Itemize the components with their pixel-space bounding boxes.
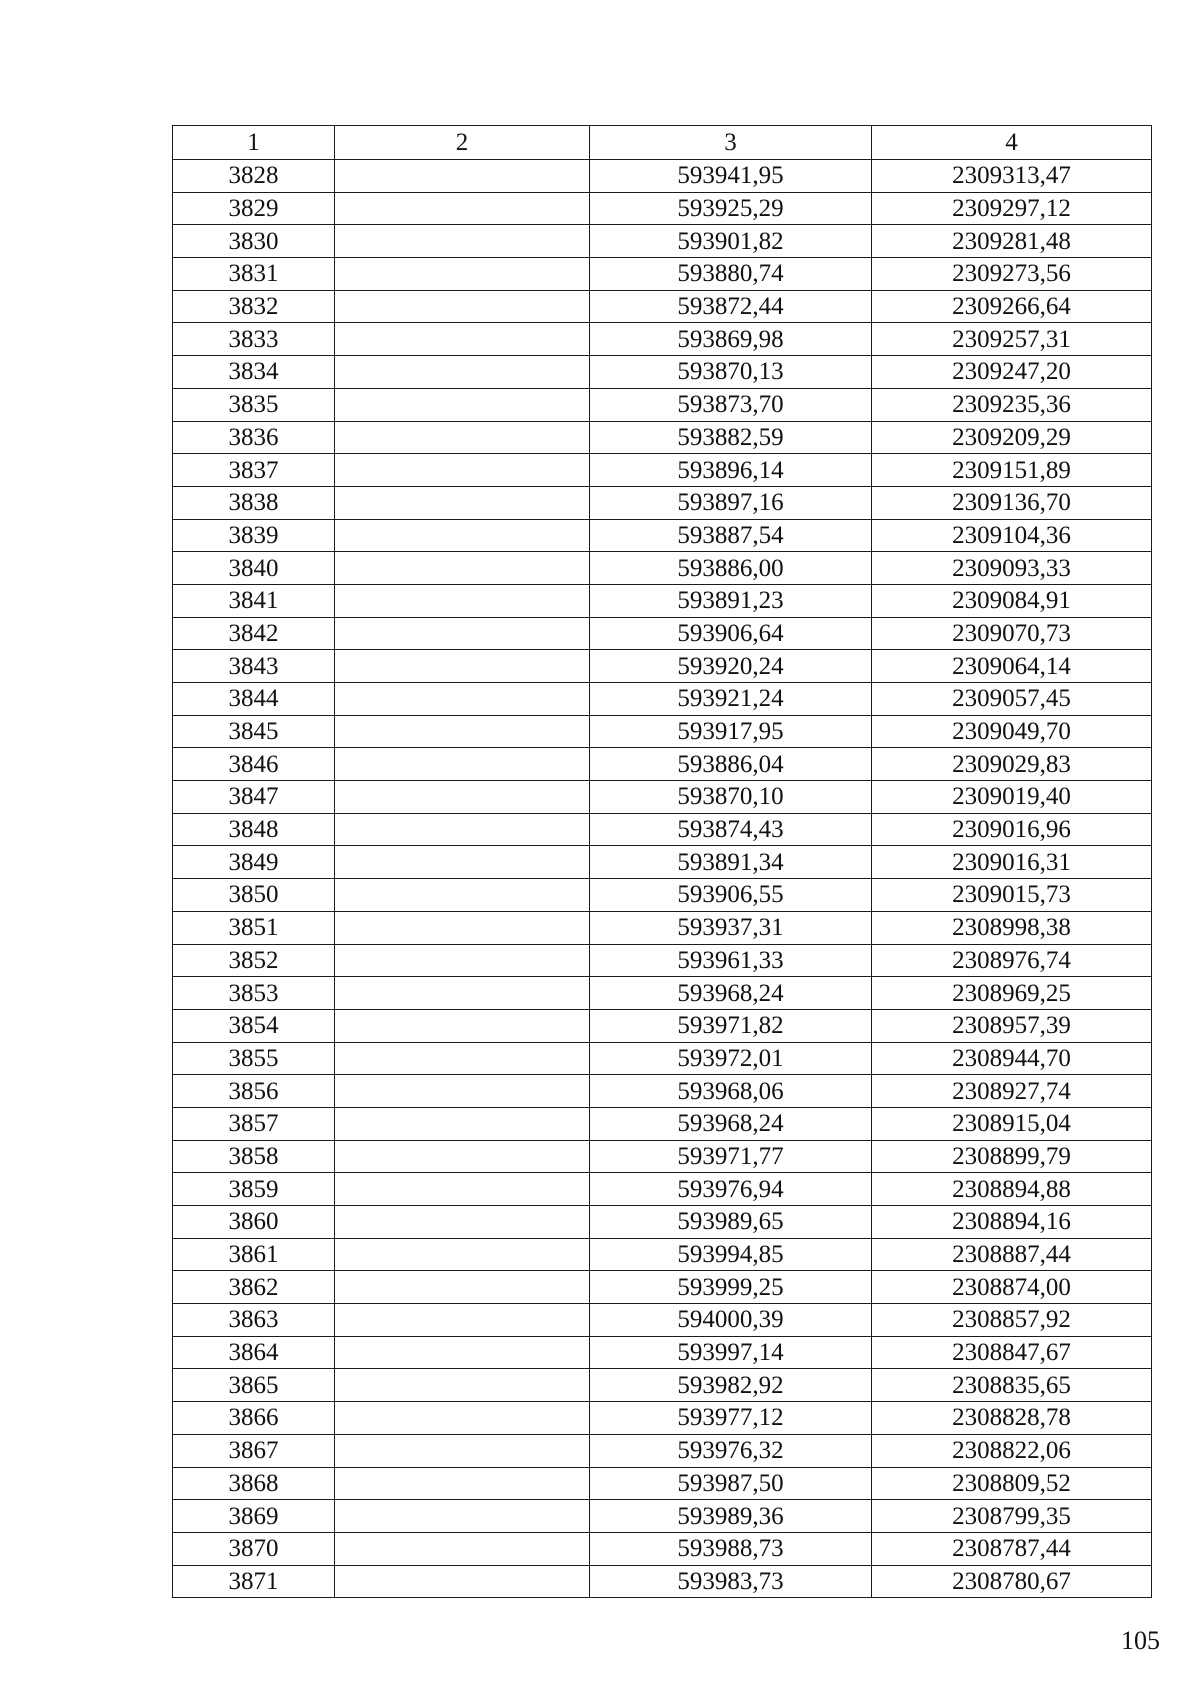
table-row [173, 1173, 1152, 1206]
table-row [173, 290, 1152, 323]
x-coordinate-cell: 593886,00 [590, 552, 872, 585]
table-row [173, 879, 1152, 912]
empty-cell [335, 160, 590, 193]
point-number-cell: 3848 [173, 813, 335, 846]
empty-cell [335, 519, 590, 552]
table-row [173, 1075, 1152, 1108]
point-number-cell: 3850 [173, 879, 335, 912]
empty-cell [335, 192, 590, 225]
empty-cell [335, 1336, 590, 1369]
empty-cell [335, 388, 590, 421]
empty-cell [335, 1107, 590, 1140]
x-coordinate-cell: 593891,23 [590, 584, 872, 617]
y-coordinate-cell: 2309093,33 [872, 552, 1152, 585]
x-coordinate-cell: 593989,65 [590, 1206, 872, 1239]
y-coordinate-cell: 2308847,67 [872, 1336, 1152, 1369]
table-row [173, 1369, 1152, 1402]
y-coordinate-cell: 2309049,70 [872, 715, 1152, 748]
empty-cell [335, 1532, 590, 1565]
empty-cell [335, 1009, 590, 1042]
empty-cell [335, 1565, 590, 1598]
table-row [173, 781, 1152, 814]
y-coordinate-cell: 2309235,36 [872, 388, 1152, 421]
table-row [173, 1565, 1152, 1598]
x-coordinate-cell: 593994,85 [590, 1238, 872, 1271]
x-coordinate-cell: 593920,24 [590, 650, 872, 683]
header-col-2: 2 [335, 126, 590, 160]
point-number-cell: 3837 [173, 454, 335, 487]
x-coordinate-cell: 593921,24 [590, 683, 872, 716]
y-coordinate-cell: 2308809,52 [872, 1467, 1152, 1500]
empty-cell [335, 1042, 590, 1075]
point-number-cell: 3835 [173, 388, 335, 421]
y-coordinate-cell: 2308957,39 [872, 1009, 1152, 1042]
y-coordinate-cell: 2308899,79 [872, 1140, 1152, 1173]
table-row [173, 1304, 1152, 1337]
x-coordinate-cell: 593968,06 [590, 1075, 872, 1108]
y-coordinate-cell: 2308894,16 [872, 1206, 1152, 1239]
x-coordinate-cell: 593891,34 [590, 846, 872, 879]
point-number-cell: 3852 [173, 944, 335, 977]
x-coordinate-cell: 593977,12 [590, 1402, 872, 1435]
x-coordinate-cell: 593941,95 [590, 160, 872, 193]
point-number-cell: 3844 [173, 683, 335, 716]
y-coordinate-cell: 2308998,38 [872, 911, 1152, 944]
y-coordinate-cell: 2309084,91 [872, 584, 1152, 617]
empty-cell [335, 944, 590, 977]
table-row [173, 421, 1152, 454]
table-row [173, 617, 1152, 650]
point-number-cell: 3839 [173, 519, 335, 552]
empty-cell [335, 323, 590, 356]
x-coordinate-cell: 593880,74 [590, 258, 872, 291]
table-row [173, 192, 1152, 225]
table-row [173, 1009, 1152, 1042]
point-number-cell: 3849 [173, 846, 335, 879]
x-coordinate-cell: 593971,77 [590, 1140, 872, 1173]
table-row [173, 454, 1152, 487]
point-number-cell: 3868 [173, 1467, 335, 1500]
y-coordinate-cell: 2308944,70 [872, 1042, 1152, 1075]
y-coordinate-cell: 2309257,31 [872, 323, 1152, 356]
x-coordinate-cell: 593870,10 [590, 781, 872, 814]
x-coordinate-cell: 593917,95 [590, 715, 872, 748]
x-coordinate-cell: 593976,94 [590, 1173, 872, 1206]
table-row [173, 1467, 1152, 1500]
x-coordinate-cell: 593961,33 [590, 944, 872, 977]
empty-cell [335, 813, 590, 846]
y-coordinate-cell: 2308927,74 [872, 1075, 1152, 1108]
empty-cell [335, 879, 590, 912]
table-row [173, 356, 1152, 389]
x-coordinate-cell: 593971,82 [590, 1009, 872, 1042]
table-row [173, 944, 1152, 977]
point-number-cell: 3836 [173, 421, 335, 454]
empty-cell [335, 977, 590, 1010]
table-row [173, 1140, 1152, 1173]
point-number-cell: 3829 [173, 192, 335, 225]
y-coordinate-cell: 2308915,04 [872, 1107, 1152, 1140]
table-row [173, 1271, 1152, 1304]
x-coordinate-cell: 593906,55 [590, 879, 872, 912]
y-coordinate-cell: 2308887,44 [872, 1238, 1152, 1271]
x-coordinate-cell: 593968,24 [590, 1107, 872, 1140]
y-coordinate-cell: 2309273,56 [872, 258, 1152, 291]
x-coordinate-cell: 593869,98 [590, 323, 872, 356]
empty-cell [335, 911, 590, 944]
table-row [173, 323, 1152, 356]
y-coordinate-cell: 2308874,00 [872, 1271, 1152, 1304]
empty-cell [335, 552, 590, 585]
empty-cell [335, 454, 590, 487]
point-number-cell: 3838 [173, 486, 335, 519]
empty-cell [335, 650, 590, 683]
point-number-cell: 3866 [173, 1402, 335, 1435]
x-coordinate-cell: 593999,25 [590, 1271, 872, 1304]
table-row [173, 1532, 1152, 1565]
point-number-cell: 3832 [173, 290, 335, 323]
y-coordinate-cell: 2308828,78 [872, 1402, 1152, 1435]
table-row [173, 1042, 1152, 1075]
empty-cell [335, 584, 590, 617]
y-coordinate-cell: 2308969,25 [872, 977, 1152, 1010]
table-row [173, 486, 1152, 519]
table-row [173, 977, 1152, 1010]
table-row [173, 1434, 1152, 1467]
empty-cell [335, 1304, 590, 1337]
point-number-cell: 3870 [173, 1532, 335, 1565]
y-coordinate-cell: 2309057,45 [872, 683, 1152, 716]
y-coordinate-cell: 2309019,40 [872, 781, 1152, 814]
point-number-cell: 3847 [173, 781, 335, 814]
point-number-cell: 3859 [173, 1173, 335, 1206]
empty-cell [335, 1173, 590, 1206]
empty-cell [335, 225, 590, 258]
table-header [173, 126, 1152, 160]
empty-cell [335, 715, 590, 748]
y-coordinate-cell: 2309016,31 [872, 846, 1152, 879]
x-coordinate-cell: 593901,82 [590, 225, 872, 258]
x-coordinate-cell: 593988,73 [590, 1532, 872, 1565]
x-coordinate-cell: 593982,92 [590, 1369, 872, 1402]
x-coordinate-cell: 593906,64 [590, 617, 872, 650]
y-coordinate-cell: 2308857,92 [872, 1304, 1152, 1337]
point-number-cell: 3856 [173, 1075, 335, 1108]
table-row [173, 258, 1152, 291]
x-coordinate-cell: 593872,44 [590, 290, 872, 323]
point-number-cell: 3843 [173, 650, 335, 683]
x-coordinate-cell: 593989,36 [590, 1500, 872, 1533]
coordinates-table [172, 125, 1152, 1598]
table-row [173, 911, 1152, 944]
point-number-cell: 3855 [173, 1042, 335, 1075]
point-number-cell: 3857 [173, 1107, 335, 1140]
y-coordinate-cell: 2309015,73 [872, 879, 1152, 912]
x-coordinate-cell: 593882,59 [590, 421, 872, 454]
y-coordinate-cell: 2309070,73 [872, 617, 1152, 650]
y-coordinate-cell: 2309247,20 [872, 356, 1152, 389]
table-row [173, 388, 1152, 421]
y-coordinate-cell: 2309136,70 [872, 486, 1152, 519]
empty-cell [335, 1500, 590, 1533]
point-number-cell: 3862 [173, 1271, 335, 1304]
y-coordinate-cell: 2308835,65 [872, 1369, 1152, 1402]
y-coordinate-cell: 2308976,74 [872, 944, 1152, 977]
y-coordinate-cell: 2308780,67 [872, 1565, 1152, 1598]
empty-cell [335, 683, 590, 716]
y-coordinate-cell: 2308894,88 [872, 1173, 1152, 1206]
empty-cell [335, 1434, 590, 1467]
y-coordinate-cell: 2309064,14 [872, 650, 1152, 683]
point-number-cell: 3860 [173, 1206, 335, 1239]
empty-cell [335, 1075, 590, 1108]
empty-cell [335, 846, 590, 879]
empty-cell [335, 1206, 590, 1239]
point-number-cell: 3831 [173, 258, 335, 291]
point-number-cell: 3846 [173, 748, 335, 781]
x-coordinate-cell: 594000,39 [590, 1304, 872, 1337]
table-row [173, 519, 1152, 552]
y-coordinate-cell: 2309104,36 [872, 519, 1152, 552]
point-number-cell: 3834 [173, 356, 335, 389]
point-number-cell: 3845 [173, 715, 335, 748]
point-number-cell: 3854 [173, 1009, 335, 1042]
table-row [173, 584, 1152, 617]
table-row [173, 650, 1152, 683]
empty-cell [335, 748, 590, 781]
y-coordinate-cell: 2308822,06 [872, 1434, 1152, 1467]
point-number-cell: 3842 [173, 617, 335, 650]
empty-cell [335, 486, 590, 519]
table-row [173, 1500, 1152, 1533]
x-coordinate-cell: 593874,43 [590, 813, 872, 846]
empty-cell [335, 1467, 590, 1500]
table-row [173, 715, 1152, 748]
table-body [173, 160, 1152, 1598]
point-number-cell: 3851 [173, 911, 335, 944]
y-coordinate-cell: 2309016,96 [872, 813, 1152, 846]
empty-cell [335, 290, 590, 323]
table-row [173, 748, 1152, 781]
x-coordinate-cell: 593870,13 [590, 356, 872, 389]
header-col-1: 1 [173, 126, 335, 160]
empty-cell [335, 421, 590, 454]
table-row [173, 1107, 1152, 1140]
page-number: 105 [1121, 1626, 1160, 1655]
y-coordinate-cell: 2309313,47 [872, 160, 1152, 193]
empty-cell [335, 617, 590, 650]
y-coordinate-cell: 2309029,83 [872, 748, 1152, 781]
empty-cell [335, 781, 590, 814]
y-coordinate-cell: 2308787,44 [872, 1532, 1152, 1565]
point-number-cell: 3871 [173, 1565, 335, 1598]
table-row [173, 1206, 1152, 1239]
empty-cell [335, 1238, 590, 1271]
point-number-cell: 3861 [173, 1238, 335, 1271]
table-row [173, 1238, 1152, 1271]
x-coordinate-cell: 593887,54 [590, 519, 872, 552]
empty-cell [335, 258, 590, 291]
table-row [173, 1336, 1152, 1369]
point-number-cell: 3863 [173, 1304, 335, 1337]
empty-cell [335, 1369, 590, 1402]
y-coordinate-cell: 2309209,29 [872, 421, 1152, 454]
x-coordinate-cell: 593873,70 [590, 388, 872, 421]
empty-cell [335, 356, 590, 389]
table-row [173, 225, 1152, 258]
table-row [173, 552, 1152, 585]
x-coordinate-cell: 593972,01 [590, 1042, 872, 1075]
point-number-cell: 3841 [173, 584, 335, 617]
x-coordinate-cell: 593997,14 [590, 1336, 872, 1369]
point-number-cell: 3869 [173, 1500, 335, 1533]
point-number-cell: 3867 [173, 1434, 335, 1467]
point-number-cell: 3853 [173, 977, 335, 1010]
table-row [173, 846, 1152, 879]
header-col-4: 4 [872, 126, 1152, 160]
header-col-3: 3 [590, 126, 872, 160]
x-coordinate-cell: 593925,29 [590, 192, 872, 225]
x-coordinate-cell: 593886,04 [590, 748, 872, 781]
point-number-cell: 3828 [173, 160, 335, 193]
point-number-cell: 3865 [173, 1369, 335, 1402]
header-row [173, 126, 1152, 160]
x-coordinate-cell: 593897,16 [590, 486, 872, 519]
point-number-cell: 3830 [173, 225, 335, 258]
x-coordinate-cell: 593976,32 [590, 1434, 872, 1467]
table-row [173, 813, 1152, 846]
y-coordinate-cell: 2309281,48 [872, 225, 1152, 258]
point-number-cell: 3833 [173, 323, 335, 356]
table-row [173, 160, 1152, 193]
point-number-cell: 3840 [173, 552, 335, 585]
table-row [173, 683, 1152, 716]
x-coordinate-cell: 593896,14 [590, 454, 872, 487]
x-coordinate-cell: 593987,50 [590, 1467, 872, 1500]
empty-cell [335, 1140, 590, 1173]
x-coordinate-cell: 593968,24 [590, 977, 872, 1010]
x-coordinate-cell: 593983,73 [590, 1565, 872, 1598]
empty-cell [335, 1271, 590, 1304]
y-coordinate-cell: 2309297,12 [872, 192, 1152, 225]
x-coordinate-cell: 593937,31 [590, 911, 872, 944]
y-coordinate-cell: 2308799,35 [872, 1500, 1152, 1533]
empty-cell [335, 1402, 590, 1435]
point-number-cell: 3864 [173, 1336, 335, 1369]
table-row [173, 1402, 1152, 1435]
point-number-cell: 3858 [173, 1140, 335, 1173]
y-coordinate-cell: 2309266,64 [872, 290, 1152, 323]
y-coordinate-cell: 2309151,89 [872, 454, 1152, 487]
